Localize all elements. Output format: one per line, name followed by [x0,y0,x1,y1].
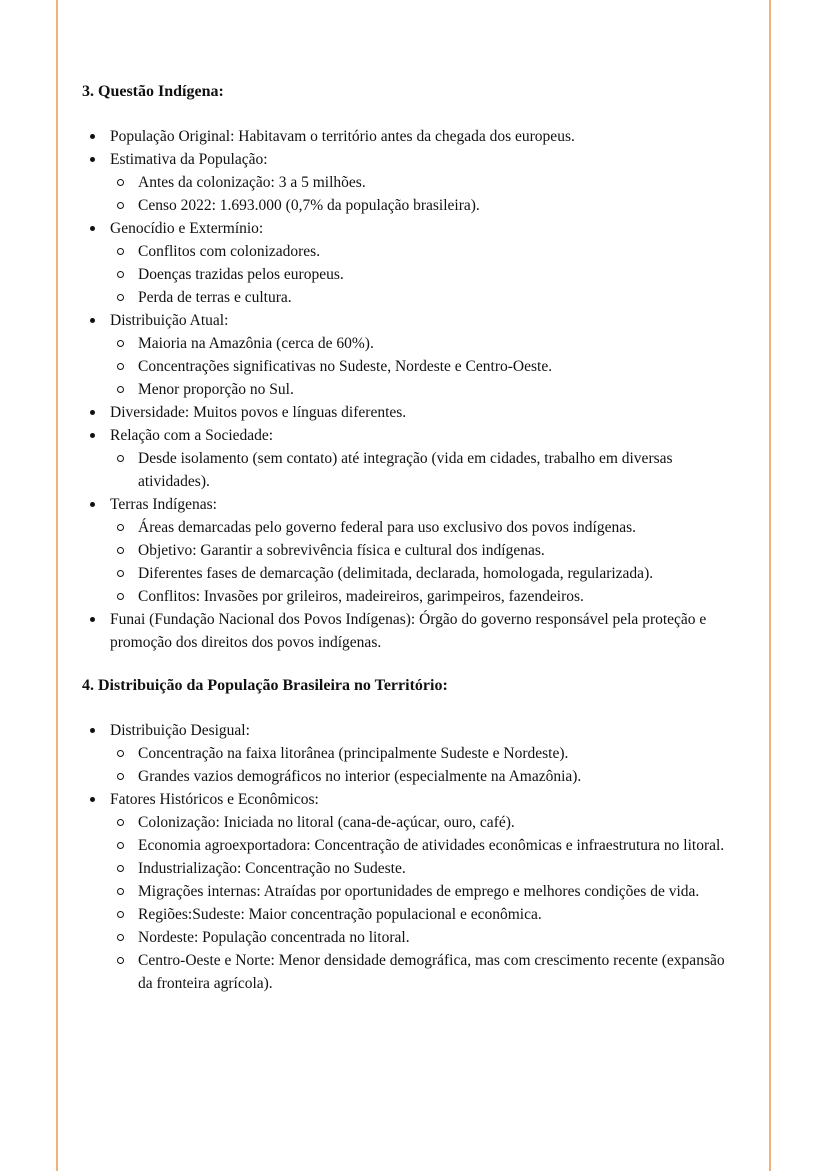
sub-bullet-list [110,240,742,309]
sub-list-item: Conflitos com colonizadores. [110,240,742,263]
list-item-text: Distribuição Desigual: [110,722,250,739]
sub-list-item: Antes da colonização: 3 a 5 milhões. [110,171,742,194]
sub-bullet-list [110,516,742,608]
list-item [82,719,742,788]
page-content [82,80,742,995]
bullet-list [82,719,742,995]
bullet-list [82,125,742,654]
sub-bullet-list [110,742,742,788]
section-heading: 3. Questão Indígena: [82,83,224,100]
sub-list-item: Centro-Oeste e Norte: Menor densidade demográfica, mas com crescimento recente (expansão da fronteira agrícola). [110,949,742,995]
list-item [82,309,742,401]
sub-bullet-list [110,332,742,401]
sub-list-item: Censo 2022: 1.693.000 (0,7% da população brasileira). [110,194,742,217]
list-item-text: Estimativa da População: [110,151,268,168]
sub-list-item: Perda de terras e cultura. [110,286,742,309]
list-item [82,608,742,654]
list-item-text: Terras Indígenas: [110,496,217,513]
sub-bullet-list [110,447,742,493]
sub-list-item: Colonização: Iniciada no litoral (cana-de-açúcar, ouro, café). [110,811,742,834]
sub-list-item: Conflitos: Invasões por grileiros, madeireiros, garimpeiros, fazendeiros. [110,585,742,608]
list-item-text: Distribuição Atual: [110,312,229,329]
list-item-text: Genocídio e Extermínio: [110,220,264,237]
sub-list-item: Concentrações significativas no Sudeste, Nordeste e Centro-Oeste. [110,355,742,378]
list-item [82,401,742,424]
list-item-text: Diversidade: Muitos povos e línguas diferentes. [110,404,407,421]
section-population-distribution [82,674,742,995]
sub-list-item: Nordeste: População concentrada no litoral. [110,926,742,949]
sub-list-item: Desde isolamento (sem contato) até integração (vida em cidades, trabalho em diversas atividades). [110,447,742,493]
list-item-text: População Original: Habitavam o território antes da chegada dos europeus. [110,128,575,145]
sub-list-item: Grandes vazios demográficos no interior (especialmente na Amazônia). [110,765,742,788]
list-item [82,788,742,995]
sub-bullet-list [110,811,742,995]
list-item [82,125,742,148]
sub-list-item: Objetivo: Garantir a sobrevivência física e cultural dos indígenas. [110,539,742,562]
section-indigenous-question [82,80,742,654]
sub-list-item: Concentração na faixa litorânea (principalmente Sudeste e Nordeste). [110,742,742,765]
sub-bullet-list [110,171,742,217]
section-heading: 4. Distribuição da População Brasileira no Território: [82,677,448,694]
list-item-text: Fatores Históricos e Econômicos: [110,791,319,808]
page-border-left [56,0,58,1171]
sub-list-item: Industrialização: Concentração no Sudeste. [110,857,742,880]
page-border-right [769,0,771,1171]
sub-list-item: Diferentes fases de demarcação (delimitada, declarada, homologada, regularizada). [110,562,742,585]
sub-list-item: Menor proporção no Sul. [110,378,742,401]
list-item [82,148,742,217]
list-item [82,493,742,608]
sub-list-item: Áreas demarcadas pelo governo federal para uso exclusivo dos povos indígenas. [110,516,742,539]
sub-list-item: Maioria na Amazônia (cerca de 60%). [110,332,742,355]
list-item [82,217,742,309]
list-item [82,424,742,493]
list-item-text: Funai (Fundação Nacional dos Povos Indígenas): Órgão do governo responsável pela proteção e promoção dos direitos dos povos indígenas. [110,611,707,651]
list-item-text: Relação com a Sociedade: [110,427,274,444]
sub-list-item: Economia agroexportadora: Concentração de atividades econômicas e infraestrutura no litoral. [110,834,742,857]
sub-list-item: Migrações internas: Atraídas por oportunidades de emprego e melhores condições de vida. [110,880,742,903]
sub-list-item: Doenças trazidas pelos europeus. [110,263,742,286]
sub-list-item: Regiões:Sudeste: Maior concentração populacional e econômica. [110,903,742,926]
